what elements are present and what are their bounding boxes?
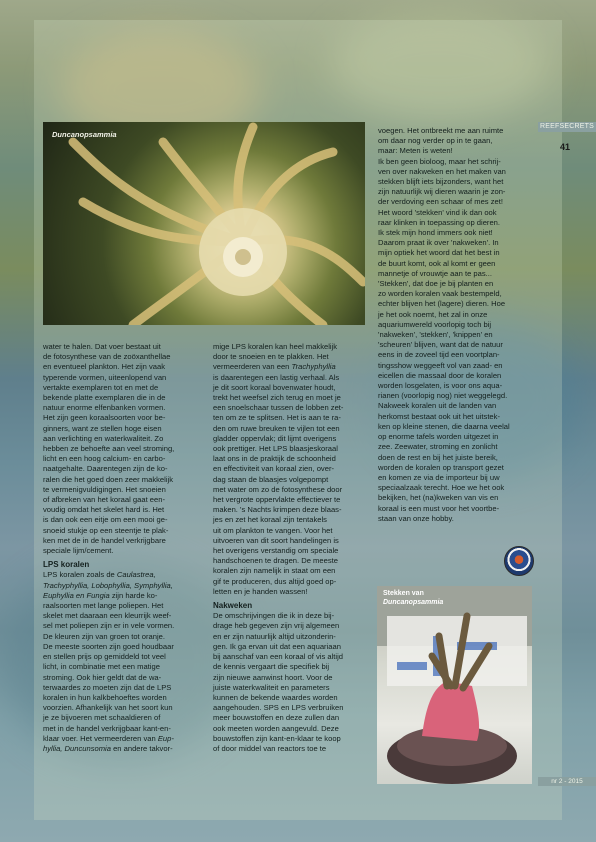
coral-photo-main — [43, 122, 365, 325]
text-column-2 — [213, 342, 365, 754]
text-column-3 — [378, 126, 532, 524]
species-names: Eup- hyllia, Duncunsomia — [43, 733, 174, 753]
paragraph: LPS koralen zoals de Caulastrea, Trachyphyllia, Lobophyllia, Symphyllia, Euphyllia en Fungia zijn harde ko- raalsoorten met lange poliepen. Het skelet met daaraan een kleurrijk weef- sel met poliepen zijn er in vele vormen. De kleuren zijn van groen tot oranje. De meeste soorten zijn goed houdbaar en stellen prijs op gemiddeld tot veel licht, in combinatie met een matige stroming. Ook hier geldt dat de wa- terwaardes zo moeten zijn dat de LPS koralen in hun kalkbehoeftes worden voorzien. Afhankelijk van het soort kun je ze bijvoeren met schaaldieren of met in de handel verkrijgbaar kant-en- klaar voer. Het vermeerderen van Eup- hyllia, Duncunsomia en andere takvor- — [43, 570, 175, 753]
section-heading: Nakweken — [213, 601, 253, 611]
paragraph: mige LPS koralen kan heel makkelijk door te snoeien en te plakken. Het vermeerderen van een Trachyphyllia is daarentegen een lastig verhaal. Als je dit soort koraal bovenwater houdt, trekt het weefsel zich terug en moet je een snoelschaar tussen de lobben zet- ten om ze te splitsen. Het is aan te ra- den om ruwe breuken te vijlen tot een gladder oppervlak; dit lijmt overigens ook prettiger. Het LPS blaasjeskoraal laat ons in de praktijk de schoonheid en effectiviteit van koraal zien, over- dag staan de blaasjes volgepompt met water om zo de fotosynthese door het vergrote oppervlakte effectiever te maken. 's Nachts krimpen deze blaas- jes en zet het koraal zijn tentakels uit om plankton te vangen. Voor het uitvoeren van dit soort handelingen is het overigens verstandig om speciale handschoenen te dragen. De meeste koralen zijn namelijk in staat om een gif te produceren, dus altijd goed op- letten en je handen wassen! — [213, 342, 344, 596]
page-number: 41 — [560, 142, 571, 152]
species-name: Trachyphyllia — [291, 362, 336, 372]
magazine-logo-icon — [504, 546, 534, 576]
coral-cutting-photo — [377, 586, 532, 784]
paragraph: De omschrijvingen die ik in deze bij- drage heb gegeven zijn vrij algemeen en er zijn natuurlijk altijd uitzonderin- gen. Ik ga ervan uit dat een aquariaan bij aanschaf van een koraal of vis altijd de kennis vergaart die specifiek bij zijn nieuwe aanwinst hoort. Voor de juiste waterkwaliteit en parameters kunnen de bekende waardes worden aangehouden. SPS en LPS verbruiken meer bouwstoffen en deze zullen dan ook meeten worden aangevuld. Deze bouwstoffen zijn kant-en-klaar te koop of door middel van reactors toe te — [213, 611, 344, 753]
photo-caption: Stekken van Duncanopsammia — [383, 590, 444, 606]
section-heading: LPS koralen — [43, 560, 90, 570]
section-tag: REEFSECRETS — [538, 122, 596, 132]
photo-caption: Duncanopsammia — [52, 130, 117, 139]
paragraph: water te halen. Dat voer bestaat uit de fotosynthese van de zoöxanthellae en eventueel plankton. Het zijn vaak typerende vormen, uiteenlopend van vertakte exemplaren tot en met de bekende platte exemplaren die in de natuur enorme elfenbanken vormen. Het zijn geen koraalsoorten voor be- ginners, want ze stellen hoge eisen aan verlichting en waterkwaliteit. Zo hebben ze behoefte aan veel stroming, licht en een hoog calcium- en carbo- naatgehalte. Daarentegen zijn de ko- ralen die het goed doen zeer makkelijk te vermenigvuldigingen. Het snoeien of afbreken van het koraal gaat een- voudig omdat het skelet hard is. Het is dan ook een eitje om een mooi ge- snoeid stukje op een steentje te plak- ken met de in de handel verkrijgbare speciale lijm/cement. — [43, 342, 175, 556]
species-names: Caulastrea, Trachyphyllia, Lobophyllia, Symphyllia, Euphyllia en Fungia — [43, 570, 173, 600]
paragraph: voegen. Het ontbreekt me aan ruimte om daar nog verder op in te gaan, maar: Meten is weten! Ik ben geen bioloog, maar het schrij- ven over nakweken en het maken van stekken blijft iets bijzonders, want het zijn natuurlijk wij dieren waarin je zon- der verdoving een schaar of mes zet! Het woord 'stekken' vind ik dan ook raar klinken in toepassing op dieren. Ik stek mijn hond immers ook niet! Daarom praat ik over 'nakweken'. In mijn optiek het woord dat het best in de buurt komt, ook al komt er geen mannetje of vrouwtje aan te pas... 'Stekken', dat doe je bij planten en zo worden koralen vaak bestempeld, echter blijven het (lagere) dieren. Hoe je het ook noemt, het zal in onze aquariumwereld voorlopig toch bij 'nakweken', 'stekken', 'knippen' en 'scheuren' blijven, want dat de natuur eens in de zoveel tijd een voortplan- tingsshow weggeeft vol van zaad- en eicellen die massaal door de koralen worden losgelaten, is voor ons aqua- rianen (voorlopig nog) niet weggelegd. Nakweek koralen uit de landen van herkomst bestaat ook uit het uitstek- ken op kleine stenen, die daarna veelal op enorme tafels worden uitgezet in zee. Zeewater, stroming en zonlicht doen de rest en bij het juiste bereik, worden de koralen op transport gezet en komen ze via de importeur bij uw speciaalzaak terecht. Hoe we het ook bekijken, het (na)kweken van vis en koraal is een must voor het voortbe- staan van onze hobby. — [378, 126, 510, 523]
text-column-1 — [43, 342, 196, 754]
issue-label: nr 2 - 2015 — [538, 777, 596, 786]
